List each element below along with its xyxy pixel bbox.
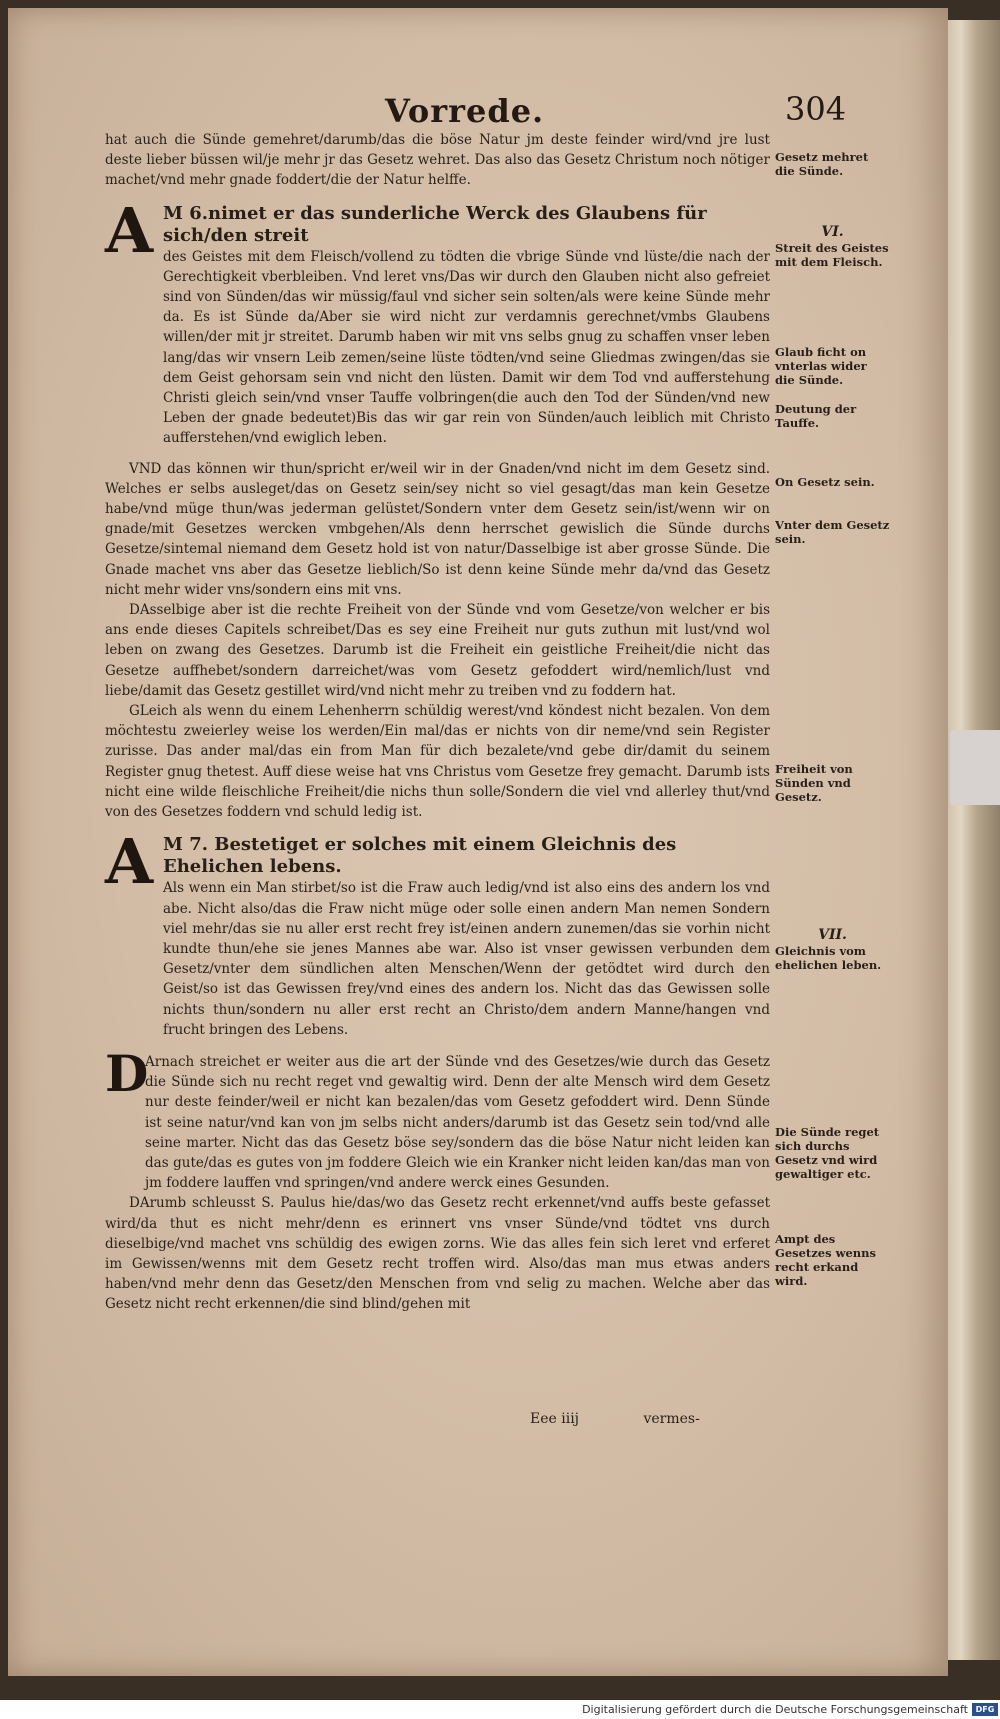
- margin-note: Vnter dem Gesetz sein.: [775, 518, 890, 546]
- section-8-paragraph-2: DArumb schleusst S. Paulus hie/das/wo das Gesetz recht erkennet/vnd auffs beste gefasset wird/da thut es nicht mehr/denn es erinnert vns vnser Sünde/vnd tödtet vns durch dieselbige/vnd machet vns schüldig des ewigen zorns. Wie das alles fein sich leret vnd erferet im Gewissen/wenns mit dem Gesetz recht troffen wird. Also/das man mus etwas anders haben/vnd mehr denn das Gesetz/den Menschen from vnd selig zu machen. Welche aber das Gesetz nicht recht erkennen/die sind blind/gehen mit: [105, 1195, 770, 1313]
- folio-number: 304: [785, 90, 847, 128]
- dropcap-section-7: A: [105, 825, 154, 899]
- section-6-paragraph-3: DAsselbige aber ist die rechte Freiheit von der Sünde vnd vom Gesetze/von welcher er bis ans ende dieses Capitels schreibet/Das es sey eine Freiheit nur guts zuthun mit lust/vnd wol leben on zwang des Gesetzes. Darumb ist die Freiheit ein geistliche Freiheit/die nicht das Gesetze auffhebet/sondern darreichet/was vom Gesetz gefoddert wird/nemlich/lust vnd liebe/damit das Gesetz gestillet wird/vnd nicht mehr zu treiben vnd zu foddern hat.: [105, 602, 770, 699]
- margin-note: Ampt des Gesetzes wenns recht erkand wird.: [775, 1232, 876, 1288]
- section-6-paragraph-4: GLeich als wenn du einem Lehenherrn schüldig werest/vnd köndest nicht bezalen. Von dem möchtestu zweierley weise los werden/Ein mal/das er nichts von dir neme/vnd sein Register zurisse. Das ander mal/das ein from Man für dich bezalete/vnd gebe dir/damit du seinem Register gnug thetest. Auff diese weise hat vns Christus vom Gesetze frey gemacht. Darumb ists nicht eine wilde fleischliche Freiheit/die nichs thun solle/Sondern die viel vnd allerley thut/vnd von des Gesetzes foddern vnd schuld ledig ist.: [105, 703, 770, 821]
- signature-mark: Eee iiij: [530, 1411, 580, 1427]
- margin-note: Freiheit von Sünden vnd Gesetz.: [775, 762, 853, 804]
- section-7-heading: M 7. Bestetiget er solches mit einem Gleichnis des Ehelichen lebens.: [163, 834, 677, 878]
- section-7: [105, 825, 770, 1040]
- dropcap-section-8: D: [105, 1043, 149, 1103]
- margin-note: Deutung der Tauffe.: [775, 402, 857, 430]
- margin-note: Glaub ficht on vnterlas wider die Sünde.: [775, 345, 867, 387]
- section-8: [105, 1043, 770, 1193]
- section-6-body: des Geistes mit dem Fleisch/vollend zu tödten die vbrige Sünde vnd lüste/die nach der Gerechtigkeit vberbleiben. Vnd leret vns/Das wir durch den Glauben nicht also gefreiet sind von Sünden/das wir müssig/faul vnd sicher sein solten/als were keine Sünde mehr da. Es ist Sünde da/Aber sie wird nicht zur verdamnis gerechnet/vmbs Glaubens willen/der mit jr streitet. Darumb haben wir mit vns selbs gnug zu schaffen vnser leben lang/das wir vnsern Leib zemen/seine lüste tödten/vnd seine Gliedmas zwingen/das sie dem Geist gehorsam sein vnd nicht den lüsten. Damit wir dem Tod vnd aufferstehung Christi gleich sein/vnd vnser Tauffe volbringen(die auch den Tod der Sünden/vnd new Leben der gnade bedeutet)Bis das wir gar rein von Sünden/auch leiblich mit Christo aufferstehen/vnd ewiglich leben.: [163, 248, 770, 447]
- section-8-body: Arnach streichet er weiter aus die art der Sünde vnd des Gesetzes/wie durch das Gesetz die Sünde sich nu recht reget vnd gewaltig wird. Denn der alte Mensch wird dem Gesetz nur deste feinder/weil er nicht kan bezalen/das vom Gesetz gefoddert wird. Denn Sünde ist seine natur/vnd kan von jm selbs nicht anders/darumb ist das Gesetz sein tod/vnd alle seine marter. Nicht das das Gesetz böse sey/sondern das die böse Natur nicht leiden kan das gute/das es gutes von jm foddere Gleich wie ein Kranker nicht leiden kan/das man von jm foddere lauffen vnd springen/vnd andere werck eines Gesunden.: [145, 1053, 770, 1192]
- page-title: Vorrede.: [385, 92, 545, 130]
- footer-credit: Digitalisierung gefördert durch die Deutsche Forschungsgemeinschaft: [582, 1703, 968, 1716]
- catchword: vermes-: [643, 1411, 700, 1427]
- margin-note: Die Sünde reget sich durchs Gesetz vnd wird gewaltiger etc.: [775, 1125, 880, 1181]
- page-stack-edge: [940, 20, 1000, 1660]
- intro-paragraph: hat auch die Sünde gemehret/darumb/das die böse Natur jm deste feinder wird/vnd jre lust deste lieber büssen wil/je mehr jr das Gesetz wehret. Das also das Gesetz Christum noch nötiger machet/vnd mehr gnade foddert/die der Natur helffe.: [105, 132, 770, 189]
- margin-note: VI. Streit des Geistes mit dem Fleisch.: [775, 224, 889, 269]
- margin-note: On Gesetz sein.: [775, 475, 875, 489]
- margin-note: Gesetz mehret die Sünde.: [775, 150, 869, 178]
- section-6-paragraph-2: VND das können wir thun/spricht er/weil wir in der Gnaden/vnd nicht im dem Gesetz sind. Welches er selbs ausleget/das on Gesetz sein/sey nicht so viel gesagt/das man kein Gesetze habe/vnd müge thun/was jederman gelüstet/Sondern vnter dem Gesetz sein/ist/wenn wir on gnade/mit Gesetzes wercken vmbgehen/Als denn herrschet gewislich die Sünde durchs Gesetze/sintemal niemand dem Gesetz hold ist von natur/Dasselbige ist aber grosse Sünde. Die Gnade machet vns aber das Gesetze lieblich/So ist denn keine Sünde mehr da/vnd das Gesetz nicht mehr wider vns/sondern eins mit vns.: [105, 460, 770, 598]
- section-6: [105, 193, 770, 449]
- catchline: [530, 1411, 770, 1427]
- section-7-body: Als wenn ein Man stirbet/so ist die Fraw auch ledig/vnd ist also eins des andern los vnd abe. Nicht also/das die Fraw nicht müge oder solle einen andern Man nemen Sondern viel mehr/das sie nu aller erst recht frey ist/einen andern zunemen/das sie vorhin nicht kundte thun/ehe sie jenes Mannes abe war. Also ist vnser gewissen verbunden dem Gesetz/vnter dem sündlichen alten Menschen/Wenn der getödtet wird durch den Geist/so ist das Gewissen frey/vnd eines des andern los. Nicht das das Gewissen solle nichts thun/sondern nu aller erst recht an Christo/dem andern Manne/hangen vnd frucht bringen des Lebens.: [163, 880, 770, 1038]
- margin-note: VII. Gleichnis vom ehelichen leben.: [775, 927, 882, 972]
- section-6-heading: M 6.nimet er das sunderliche Werck des Glaubens für sich/den streit: [163, 202, 707, 246]
- page-tab-marker: [950, 730, 1000, 805]
- dfg-logo-icon: DFG: [972, 1703, 998, 1716]
- main-text-column: [105, 130, 770, 1315]
- digitization-footer: [0, 1700, 1000, 1719]
- dropcap-section-6: A: [105, 193, 154, 267]
